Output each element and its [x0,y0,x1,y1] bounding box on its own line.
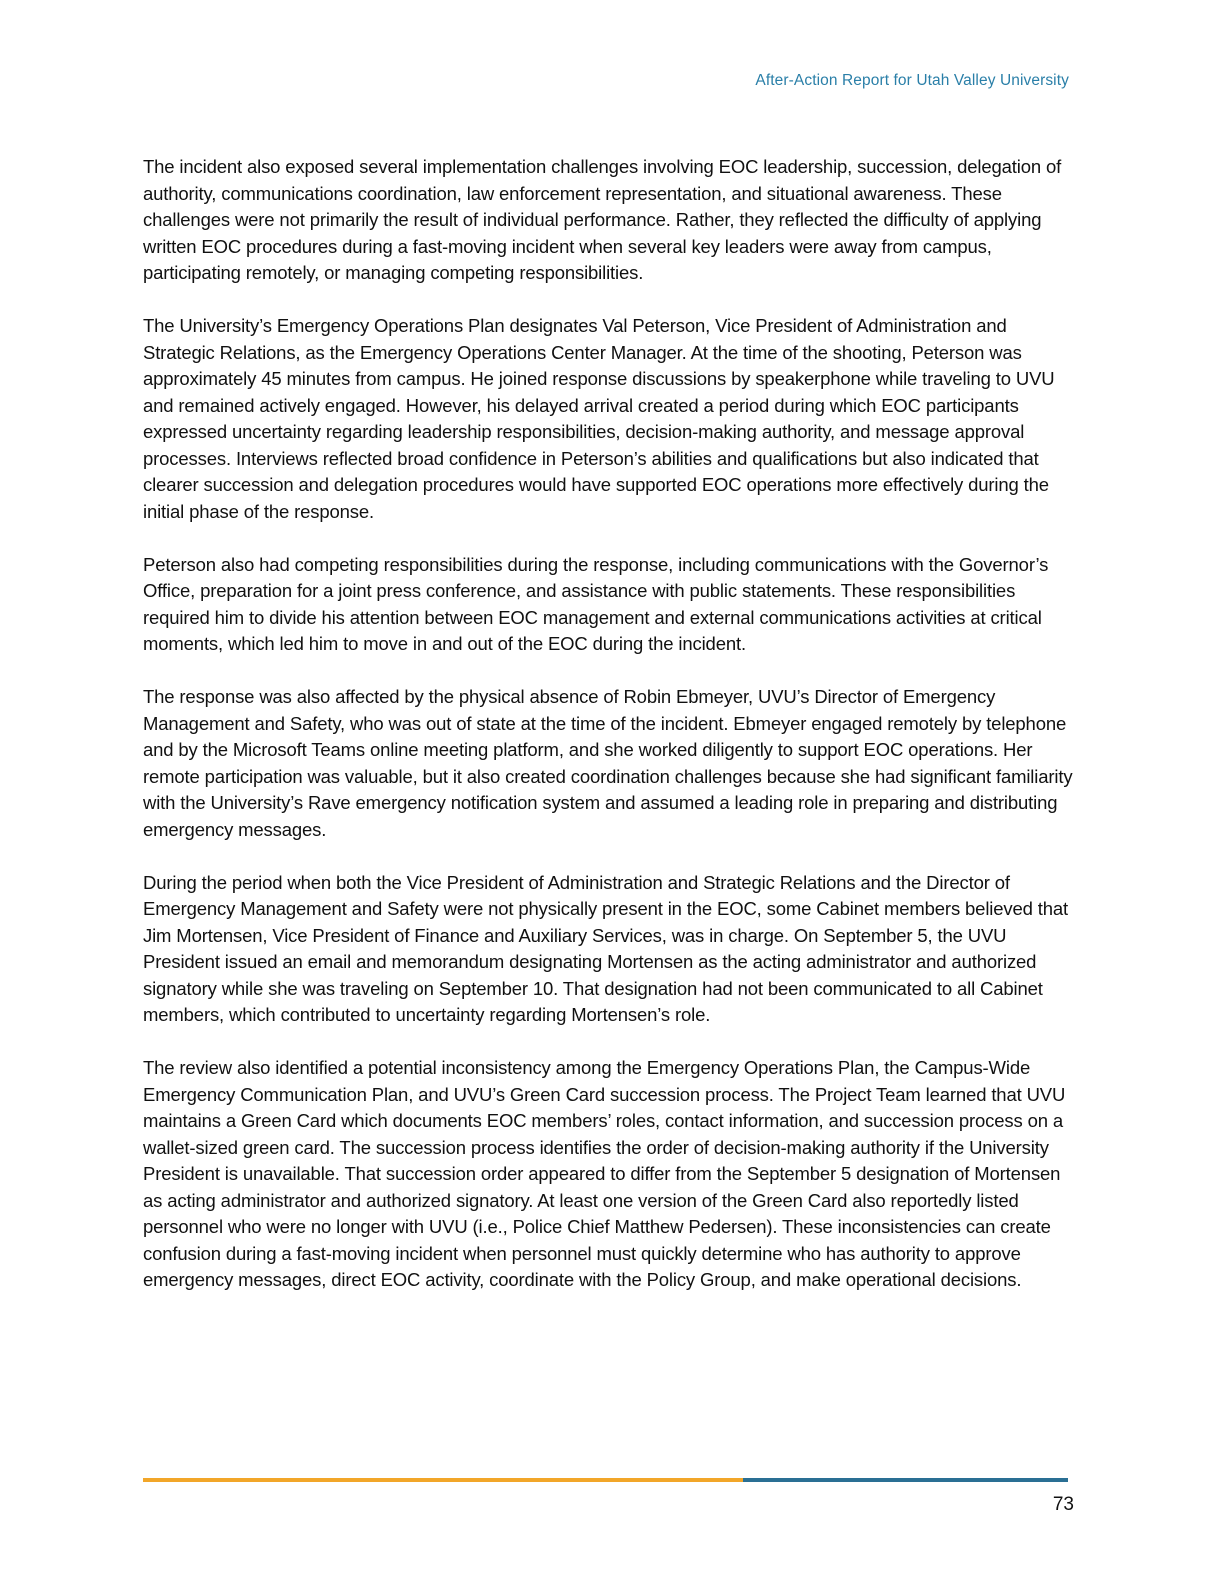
paragraph-eoc-manager: The University’s Emergency Operations Plan designates Val Peterson, Vice President of Administration and Strategic Relations, as the Emergency Operations Center Manager. At the time of the shooting, Peterson was approximately 45 minutes from campus. He joined response discussions by speakerphone while traveling to UVU and remained actively engaged. However, his delayed arrival created a period during which EOC participants expressed uncertainty regarding leadership responsibilities, decision-making authority, and message approval processes. Interviews reflected broad confidence in Peterson’s abilities and qualifications but also indicated that clearer succession and delegation procedures would have supported EOC operations more effectively during the initial phase of the response. [143,315,1055,522]
paragraph-competing-responsibilities: Peterson also had competing responsibilities during the response, including communications with the Governor’s Office, preparation for a joint press conference, and assistance with public statements. These responsibilities required him to divide his attention between EOC management and external communications activities at critical moments, which led him to move in and out of the EOC during the incident. [143,553,1049,654]
paragraph-implementation-challenges: The incident also exposed several implementation challenges involving EOC leadership, succession, delegation of authority, communications coordination, law enforcement representation, and situational awareness. These challenges were not primarily the result of individual performance. Rather, they reflected the difficulty of applying written EOC procedures during a fast-moving incident when several key leaders were away from campus, participating remotely, or managing competing responsibilities. [143,156,1062,283]
report-body [143,154,1083,1320]
paragraph-green-card-inconsistency: The review also identified a potential inconsistency among the Emergency Operations Plan, the Campus-Wide Emergency Communication Plan, and UVU’s Green Card succession process. The Project Team learned that UVU maintains a Green Card which documents EOC members’ roles, contact information, and succession process on a wallet-sized green card. The succession process identifies the order of decision-making authority if the University President is unavailable. That succession order appeared to differ from the September 5 designation of Mortensen as acting administrator and authorized signatory. At least one version of the Green Card also reportedly listed personnel who were no longer with UVU (i.e., Police Chief Matthew Pedersen). These inconsistencies can create confusion during a fast-moving incident when personnel must quickly determine who has authority to approve emergency messages, direct EOC activity, coordinate with the Policy Group, and make operational decisions. [143,1057,1066,1290]
running-header-title: After-Action Report for Utah Valley University [755,72,1069,89]
footer-divider [143,1478,1068,1482]
paragraph-director-absence: The response was also affected by the physical absence of Robin Ebmeyer, UVU’s Director of Emergency Management and Safety, who was out of state at the time of the incident. Ebmeyer engaged remotely by telephone and by the Microsoft Teams online meeting platform, and she worked diligently to support EOC operations. Her remote participation was valuable, but it also created coordination challenges because she had significant familiarity with the University’s Rave emergency notification system and assumed a leading role in preparing and distributing emergency messages. [143,686,1073,840]
page-number: 73 [1052,1494,1074,1515]
footer-divider-teal-segment [743,1478,1068,1482]
footer-divider-gold-segment [143,1478,743,1482]
paragraph-acting-administrator: During the period when both the Vice President of Administration and Strategic Relations and the Director of Emergency Management and Safety were not physically present in the EOC, some Cabinet members believed that Jim Mortensen, Vice President of Finance and Auxiliary Services, was in charge. On September 5, the UVU President issued an email and memorandum designating Mortensen as the acting administrator and authorized signatory while she was traveling on September 10. That designation had not been communicated to all Cabinet members, which contributed to uncertainty regarding Mortensen’s role. [143,871,1068,1025]
